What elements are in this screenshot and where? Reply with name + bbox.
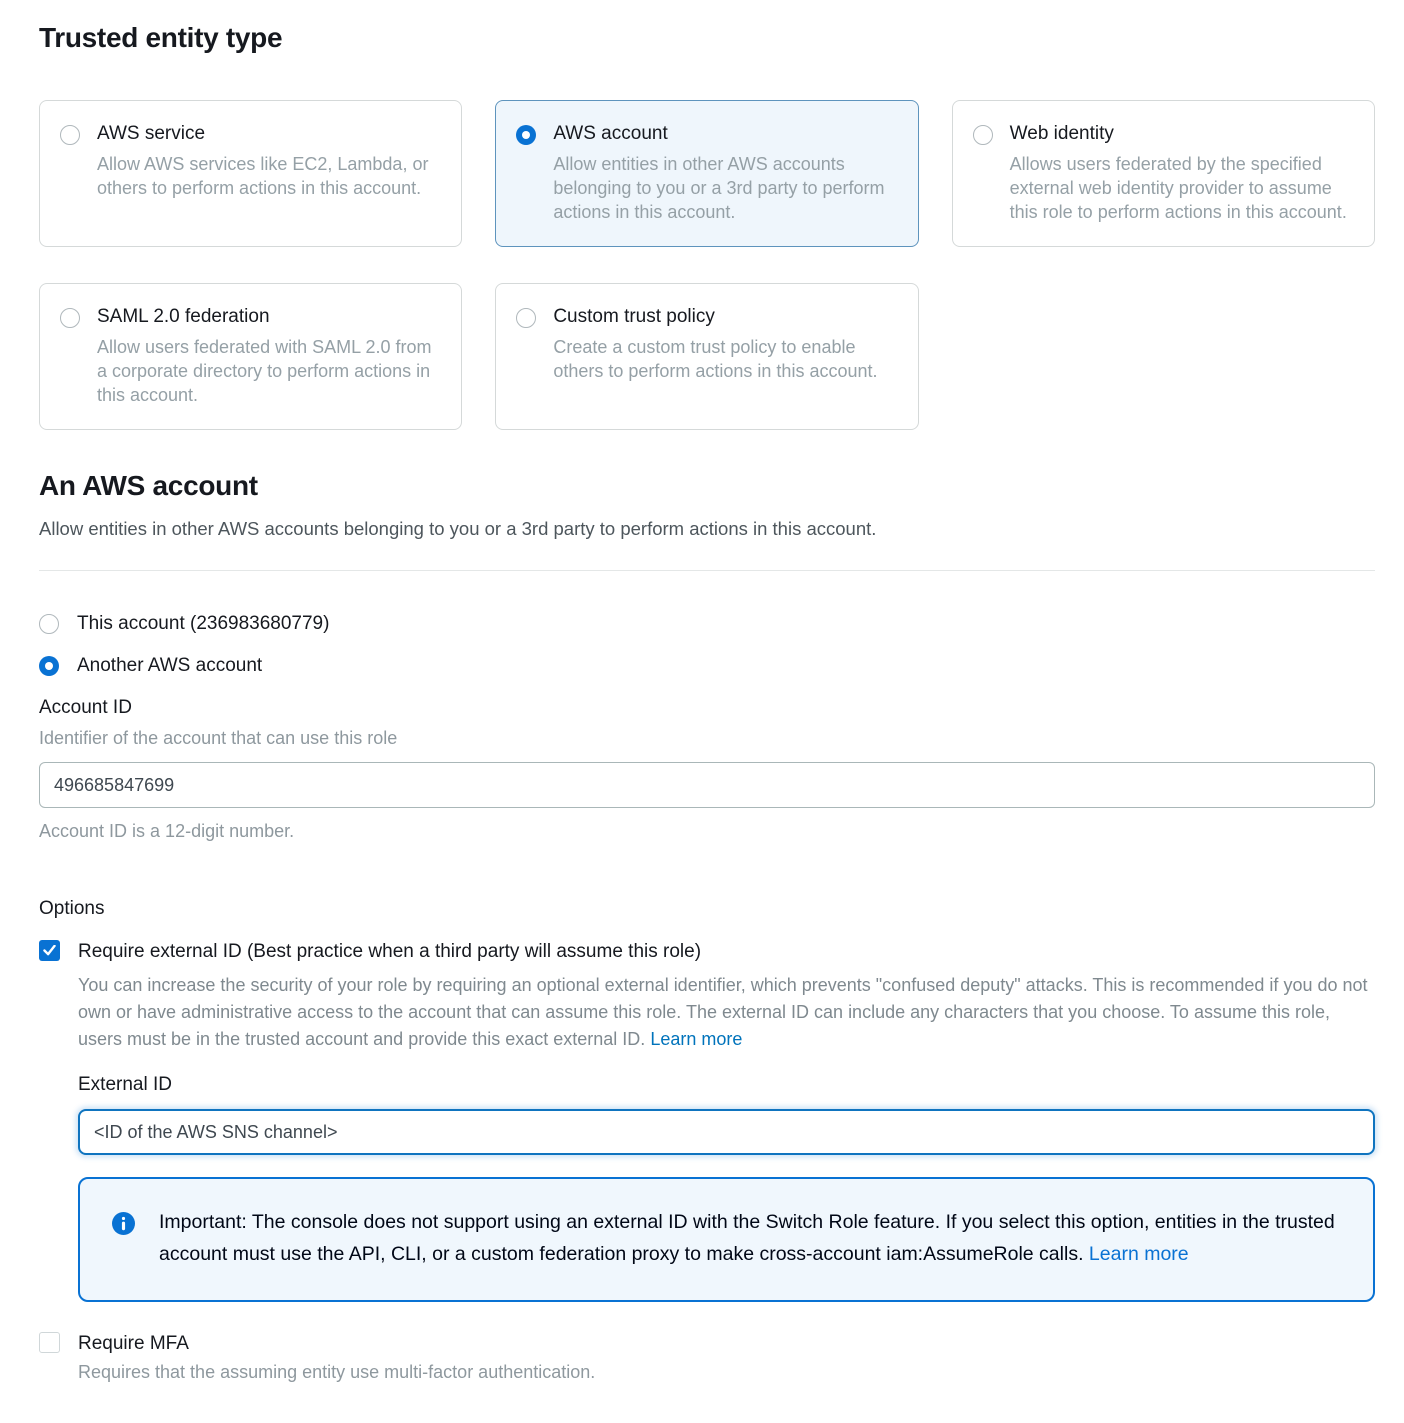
entity-card-description: Allows users federated by the specified external web identity provider to assume this role to perform actions in this account. (1009, 154, 1347, 222)
account-id-constraint: Account ID is a 12-digit number. (39, 821, 295, 841)
radio-saml-federation[interactable] (60, 308, 80, 328)
account-id-help: Identifier of the account that can use this role (39, 728, 398, 748)
entity-card-title: Web identity (1009, 123, 1114, 144)
entity-card-description: Allow AWS services like EC2, Lambda, or others to perform actions in this account. (97, 154, 429, 198)
entity-card-saml-federation[interactable] (39, 283, 462, 430)
entity-card-title: Custom trust policy (553, 306, 715, 327)
radio-aws-service[interactable] (60, 125, 80, 145)
entity-card-description: Create a custom trust policy to enable others to perform actions in this account. (553, 337, 878, 381)
entity-card-title: AWS service (97, 123, 206, 144)
require-mfa-description: Requires that the assuming entity use multi-factor authentication. (78, 1362, 596, 1382)
another-account-option[interactable] (39, 655, 1375, 677)
radio-custom-trust-policy[interactable] (516, 308, 536, 328)
external-id-description-text: You can increase the security of your role by requiring an optional external identifier, which prevents "confused deputy" attacks. This is recommended if you do not own or have administrative access to the account that can assume this role. The external ID can include any characters that you choose. To assume this role, users must be in the trusted account and provide this exact external ID. (78, 975, 1368, 1049)
require-mfa-option[interactable] (39, 1332, 1375, 1355)
radio-web-identity[interactable] (973, 125, 993, 145)
external-id-description (78, 972, 1375, 1053)
account-id-label: Account ID (39, 697, 132, 718)
aws-account-section-title: An AWS account (39, 470, 258, 501)
external-id-learn-more-link[interactable]: Learn more (650, 1029, 743, 1049)
info-icon (112, 1212, 135, 1235)
entity-type-tiles (39, 100, 1375, 430)
aws-account-section-description: Allow entities in other AWS accounts belonging to you or a 3rd party to perform actions in this account. (39, 518, 877, 539)
entity-card-body (1010, 123, 1354, 224)
entity-card-body (553, 123, 897, 224)
require-external-id-checkbox[interactable] (39, 940, 60, 961)
entity-card-body (97, 123, 441, 224)
external-id-info-alert (78, 1177, 1375, 1302)
entity-card-body (553, 306, 897, 407)
entity-card-description: Allow entities in other AWS accounts belonging to you or a 3rd party to perform actions in this account. (553, 154, 885, 222)
require-mfa-checkbox[interactable] (39, 1332, 60, 1353)
options-title: Options (39, 898, 105, 919)
radio-this-account[interactable] (39, 614, 59, 634)
external-id-input[interactable] (78, 1109, 1375, 1155)
entity-card-title: AWS account (553, 123, 668, 144)
account-id-input[interactable] (39, 762, 1375, 808)
section-divider (39, 570, 1375, 571)
entity-card-aws-service[interactable] (39, 100, 462, 247)
this-account-option[interactable] (39, 613, 1375, 635)
page-title: Trusted entity type (39, 22, 283, 53)
alert-learn-more-link[interactable]: Learn more (1088, 1242, 1189, 1265)
check-icon (43, 945, 56, 956)
external-id-label: External ID (78, 1074, 172, 1095)
radio-aws-account[interactable] (516, 125, 536, 145)
alert-text (159, 1207, 1345, 1270)
require-external-id-label: Require external ID (Best practice when a third party will assume this role) (78, 941, 702, 962)
entity-card-body (97, 306, 441, 407)
require-mfa-label: Require MFA (78, 1333, 189, 1354)
external-id-block (78, 1074, 1375, 1155)
entity-card-title: SAML 2.0 federation (97, 306, 270, 327)
alert-message: Important: The console does not support using an external ID with the Switch Role feature. If you select this option, entities in the trusted account must use the API, CLI, or a custom federation proxy to make cross-account iam:AssumeRole calls. (159, 1211, 1335, 1265)
radio-another-account[interactable] (39, 656, 59, 676)
entity-card-custom-trust-policy[interactable] (495, 283, 918, 430)
entity-card-web-identity[interactable] (952, 100, 1375, 247)
this-account-label: This account (236983680779) (77, 613, 330, 634)
entity-card-aws-account[interactable] (495, 100, 918, 247)
entity-card-description: Allow users federated with SAML 2.0 from a corporate directory to perform actions in this account. (97, 337, 432, 405)
require-external-id-option[interactable] (39, 940, 1375, 963)
another-account-label: Another AWS account (77, 655, 263, 676)
